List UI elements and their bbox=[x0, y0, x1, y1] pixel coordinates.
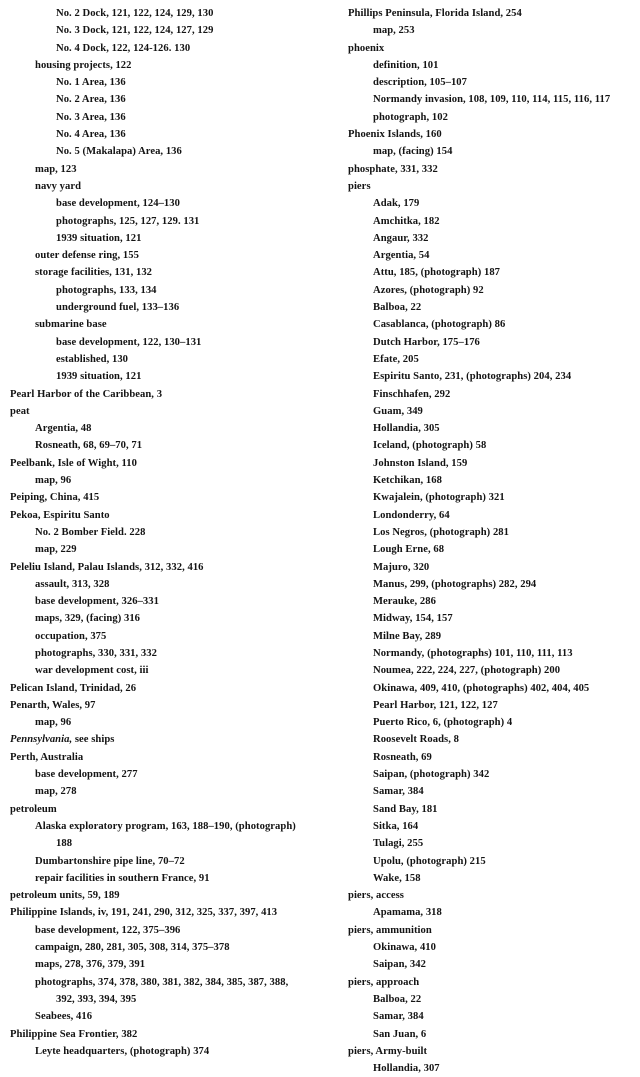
index-heading: Pearl Harbor of the Caribbean, 3 bbox=[10, 388, 163, 400]
index-subentry: Pearl Harbor, 121, 122, 127 bbox=[373, 699, 498, 711]
index-subentry: outer defense ring, 155 bbox=[35, 250, 139, 262]
index-subentry: Guam, 349 bbox=[373, 405, 423, 417]
index-subentry: map, 96 bbox=[35, 475, 72, 487]
index-subentry: maps, 278, 376, 379, 391 bbox=[35, 959, 146, 971]
index-subentry: No. 2 Dock, 121, 122, 124, 129, 130 bbox=[56, 8, 214, 19]
index-subentry: Normandy, (photographs) 101, 110, 111, 113 bbox=[373, 647, 573, 659]
index-subentry: Lough Erne, 68 bbox=[373, 544, 445, 556]
index-subentry: occupation, 375 bbox=[35, 630, 107, 642]
index-subentry: Sitka, 164 bbox=[373, 820, 419, 832]
index-heading bbox=[10, 731, 330, 748]
index-subentry: Okinawa, 410 bbox=[373, 942, 436, 954]
index-subentry: Adak, 179 bbox=[373, 198, 420, 210]
index-subentry: Kwajalein, (photograph) 321 bbox=[373, 492, 505, 504]
index-subentry: Milne Bay, 289 bbox=[373, 630, 442, 642]
index-subentry: base development, 122, 375–396 bbox=[35, 924, 181, 936]
index-subentry: Sand Bay, 181 bbox=[373, 803, 438, 815]
index-subentry: Puerto Rico, 6, (photograph) 4 bbox=[373, 717, 513, 729]
index-heading: piers, access bbox=[348, 890, 404, 902]
italic-term: Pennsylvania, bbox=[10, 734, 73, 746]
index-subentry: 392, 393, 394, 395 bbox=[56, 993, 137, 1005]
index-subentry: Amchitka, 182 bbox=[373, 215, 440, 227]
index-heading: Perth, Australia bbox=[10, 751, 84, 763]
index-subentry: Noumea, 222, 224, 227, (photograph) 200 bbox=[373, 665, 561, 677]
index-subentry: Okinawa, 409, 410, (photographs) 402, 404, 405 bbox=[373, 682, 590, 694]
index-subentry: underground fuel, 133–136 bbox=[56, 302, 180, 314]
index-subentry: Angaur, 332 bbox=[373, 232, 429, 244]
index-subentry: map, 253 bbox=[373, 25, 415, 37]
index-subentry: Upolu, (photograph) 215 bbox=[373, 855, 486, 867]
index-heading: piers, Army-built bbox=[348, 1045, 428, 1057]
index-subentry: Argentia, 48 bbox=[35, 423, 92, 435]
index-subentry: maps, 329, (facing) 316 bbox=[35, 613, 141, 625]
index-subentry: Samar, 384 bbox=[373, 1011, 424, 1023]
index-heading: Phoenix Islands, 160 bbox=[348, 129, 442, 141]
index-subentry: Wake, 158 bbox=[373, 872, 421, 884]
index-heading: petroleum bbox=[10, 803, 57, 815]
index-subentry: Saipan, 342 bbox=[373, 959, 426, 971]
index-subentry: 1939 situation, 121 bbox=[56, 232, 142, 244]
index-subentry: Samar, 384 bbox=[373, 786, 424, 798]
index-subentry: Normandy invasion, 108, 109, 110, 114, 115, 116, 117 bbox=[373, 94, 611, 106]
index-subentry: Balboa, 22 bbox=[373, 993, 422, 1005]
index-subentry: base development, 124–130 bbox=[56, 198, 180, 210]
index-subentry: Los Negros, (photograph) 281 bbox=[373, 526, 509, 538]
index-heading: phosphate, 331, 332 bbox=[348, 163, 438, 175]
index-subentry: San Juan, 6 bbox=[373, 1028, 427, 1040]
index-subentry: photographs, 330, 331, 332 bbox=[35, 647, 157, 659]
index-subentry: base development, 326–331 bbox=[35, 596, 159, 608]
index-subentry: No. 2 Bomber Field. 228 bbox=[35, 526, 146, 538]
index-subentry: Finschhafen, 292 bbox=[373, 388, 451, 400]
index-subentry: photographs, 125, 127, 129. 131 bbox=[56, 215, 200, 227]
index-heading: Peleliu Island, Palau Islands, 312, 332, 416 bbox=[10, 561, 204, 573]
index-subentry: map, 229 bbox=[35, 544, 77, 556]
index-heading: Phillips Peninsula, Florida Island, 254 bbox=[348, 8, 522, 19]
index-subentry: Hollandia, 307 bbox=[373, 1063, 440, 1075]
index-subentry: Dumbartonshire pipe line, 70–72 bbox=[35, 855, 185, 867]
index-subentry: campaign, 280, 281, 305, 308, 314, 375–378 bbox=[35, 942, 230, 954]
index-subentry: No. 4 Dock, 122, 124-126. 130 bbox=[56, 42, 191, 54]
index-subentry: Leyte headquarters, (photograph) 374 bbox=[35, 1045, 210, 1057]
index-subentry: Azores, (photograph) 92 bbox=[373, 284, 484, 296]
index-subentry: Apamama, 318 bbox=[373, 907, 442, 919]
index-subentry: base development, 277 bbox=[35, 769, 138, 781]
index-heading: Peelbank, Isle of Wight, 110 bbox=[10, 457, 137, 469]
index-subentry: assault, 313, 328 bbox=[35, 578, 110, 590]
index-subentry: Londonderry, 64 bbox=[373, 509, 450, 521]
index-column-right bbox=[348, 5, 638, 1077]
index-heading: peat bbox=[10, 405, 30, 417]
index-subentry: established, 130 bbox=[56, 353, 129, 365]
index-subentry: Argentia, 54 bbox=[373, 250, 430, 262]
index-subentry: submarine base bbox=[35, 319, 107, 331]
index-subentry: No. 5 (Makalapa) Area, 136 bbox=[56, 146, 182, 158]
index-subentry: Seabees, 416 bbox=[35, 1011, 93, 1023]
index-subentry: storage facilities, 131, 132 bbox=[35, 267, 153, 279]
index-subentry: Ketchikan, 168 bbox=[373, 475, 442, 487]
index-subentry: No. 4 Area, 136 bbox=[56, 129, 126, 141]
index-subentry: photographs, 133, 134 bbox=[56, 284, 157, 296]
index-subentry: No. 3 Dock, 121, 122, 124, 127, 129 bbox=[56, 25, 214, 37]
index-subentry: Rosneath, 68, 69–70, 71 bbox=[35, 440, 143, 452]
index-heading: Philippine Sea Frontier, 382 bbox=[10, 1028, 138, 1040]
index-subentry: Dutch Harbor, 175–176 bbox=[373, 336, 480, 348]
index-heading: Peiping, China, 415 bbox=[10, 492, 100, 504]
index-subentry: Balboa, 22 bbox=[373, 302, 422, 314]
index-subentry: war development cost, iii bbox=[35, 665, 149, 677]
index-entry-rest: see ships bbox=[72, 734, 115, 746]
index-subentry: map, 96 bbox=[35, 717, 72, 729]
index-heading: piers, ammunition bbox=[348, 924, 432, 936]
index-subentry: description, 105–107 bbox=[373, 77, 467, 89]
index-heading: phoenix bbox=[348, 42, 385, 54]
index-subentry: Midway, 154, 157 bbox=[373, 613, 453, 625]
index-heading: piers, approach bbox=[348, 976, 420, 988]
index-subentry: navy yard bbox=[35, 180, 82, 192]
index-heading: Philippine Islands, iv, 191, 241, 290, 312, 325, 337, 397, 413 bbox=[10, 907, 278, 919]
index-subentry: No. 3 Area, 136 bbox=[56, 111, 126, 123]
index-subentry: 1939 situation, 121 bbox=[56, 371, 142, 383]
index-subentry: Alaska exploratory program, 163, 188–190, (photograph) bbox=[35, 820, 296, 832]
index-subentry: Hollandia, 305 bbox=[373, 423, 440, 435]
index-column-left bbox=[10, 5, 330, 1060]
index-subentry: Majuro, 320 bbox=[373, 561, 430, 573]
index-subentry: repair facilities in southern France, 91 bbox=[35, 872, 210, 884]
index-subentry: Merauke, 286 bbox=[373, 596, 436, 608]
index-subentry: Attu, 185, (photograph) 187 bbox=[373, 267, 501, 279]
index-subentry: Johnston Island, 159 bbox=[373, 457, 468, 469]
index-subentry: photographs, 374, 378, 380, 381, 382, 384, 385, 387, 388, bbox=[35, 976, 289, 988]
index-subentry: base development, 122, 130–131 bbox=[56, 336, 202, 348]
index-subentry: No. 2 Area, 136 bbox=[56, 94, 126, 106]
index-subentry: definition, 101 bbox=[373, 59, 439, 71]
index-subentry: map, 123 bbox=[35, 163, 77, 175]
index-subentry: Roosevelt Roads, 8 bbox=[373, 734, 459, 746]
index-subentry: map, (facing) 154 bbox=[373, 146, 453, 158]
index-subentry: map, 278 bbox=[35, 786, 77, 798]
index-heading: Pekoa, Espiritu Santo bbox=[10, 509, 110, 521]
index-heading: Penarth, Wales, 97 bbox=[10, 699, 96, 711]
index-subentry: 188 bbox=[56, 838, 73, 850]
index-subentry: Rosneath, 69 bbox=[373, 751, 432, 763]
index-subentry: Tulagi, 255 bbox=[373, 838, 424, 850]
index-subentry: Espiritu Santo, 231, (photographs) 204, 234 bbox=[373, 371, 572, 383]
index-subentry: photograph, 102 bbox=[373, 111, 448, 123]
index-heading: petroleum units, 59, 189 bbox=[10, 890, 120, 902]
index-heading: Pelican Island, Trinidad, 26 bbox=[10, 682, 137, 694]
index-subentry: housing projects, 122 bbox=[35, 59, 132, 71]
index-subentry: Manus, 299, (photographs) 282, 294 bbox=[373, 578, 537, 590]
index-subentry: Efate, 205 bbox=[373, 353, 419, 365]
index-heading: piers bbox=[348, 180, 371, 192]
index-subentry: No. 1 Area, 136 bbox=[56, 77, 126, 89]
index-subentry: Saipan, (photograph) 342 bbox=[373, 769, 490, 781]
index-subentry: Iceland, (photograph) 58 bbox=[373, 440, 487, 452]
index-subentry: Casablanca, (photograph) 86 bbox=[373, 319, 506, 331]
